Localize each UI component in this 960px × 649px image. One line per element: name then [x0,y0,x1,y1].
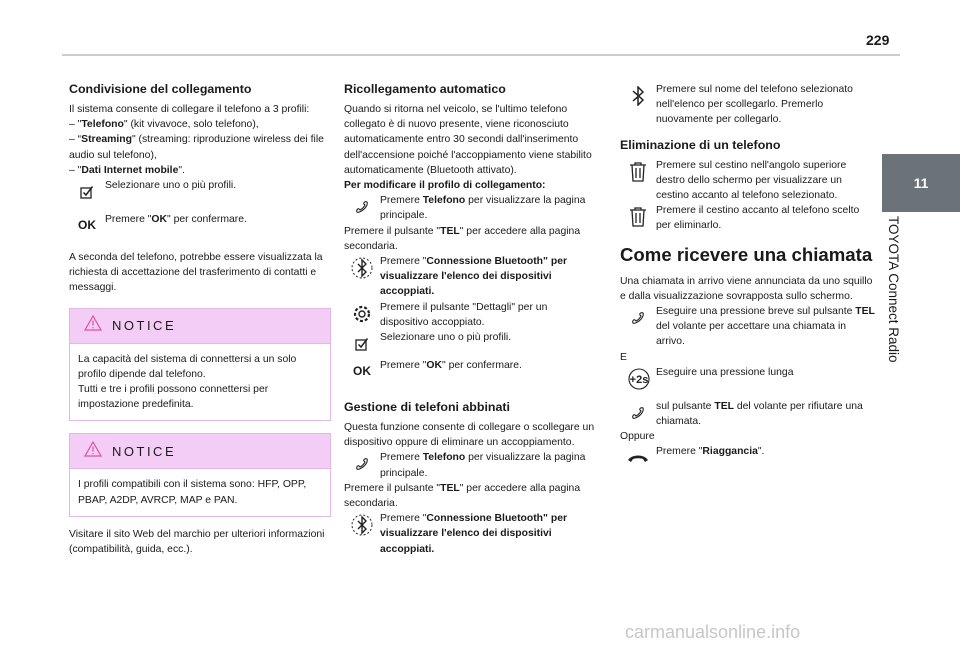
step-reject-call: sul pulsante TEL del volante per rifiutare una chiamata. [620,399,876,429]
reconnect-paragraph: Quando si ritorna nel veicolo, se l'ultimo telefono collegato è di nuovo presente, viene riconosciuto automaticamente entro 30 secondi dall'inserimento dell'accensione poiché l'accoppiamento viene stabilito automaticamente (Bluetooth attivato). [344,104,592,176]
step-bluetooth: Premere "Connessione Bluetooth" per visualizzare l'elenco dei dispositivi accoppiati. [344,254,598,300]
warning-icon [84,315,102,336]
notice-title: NOTICE [112,443,177,459]
step-select-profiles: Selezionare uno o più profili. [69,178,331,206]
step-delete-1: Premere sul cestino nell'angolo superiore destro dello schermo per visualizzare un cestino accanto al telefono selezionato. [620,158,876,204]
step-select-profiles-2: Selezionare uno o più profili. [344,330,598,358]
trash-icon [620,203,656,231]
step-phone: Premere Telefono per visualizzare la pagina principale. [344,193,598,223]
chapter-tab[interactable]: 11 [882,154,960,212]
svg-text:+2s: +2s [629,373,649,386]
chapter-label-container [880,210,906,540]
phone-handset-icon [344,193,380,221]
conjunction-and: E [620,351,627,363]
phone-handset-icon [344,450,380,478]
bluetooth-settings-icon [344,254,380,282]
sharing-intro: Il sistema consente di collegare il telefono a 3 profili: [69,104,310,115]
step-delete-2: Premere il cestino accanto al telefono scelto per eliminarlo. [620,203,876,233]
notice-title: NOTICE [112,318,177,334]
step-phone-2: Premere Telefono per visualizzare la pagina principale. [344,450,598,480]
conjunction-or: Oppure [620,431,655,443]
notice-text: I profili compatibili con il sistema sono: HFP, OPP, PBAP, A2DP, AVRCP, MAP e PAN. [78,479,307,506]
step-accept-call: Eseguire una pressione breve sul pulsante TEL del volante per accettare una chiamata in arrivo. [620,304,876,350]
profile-item-1: – "Telefono" (kit vivavoce, solo telefono), [69,119,259,131]
ok-icon: OK [353,364,371,379]
section-title-receive-call: Come ricevere una chiamata [620,243,873,265]
column-right [620,82,876,472]
trash-icon [620,158,656,186]
phone-handset-icon [620,304,656,332]
profile-item-3: – "Dati Internet mobile". [69,164,185,176]
website-note: Visitare il sito Web del marchio per ulteriori informazioni (compatibilità, guida, ecc.). [69,528,325,556]
checkbox-icon [69,178,105,206]
modify-profile-heading: Per modificare il profilo di collegamento: [344,180,546,192]
chapter-label: TOYOTA Connect Radio [886,216,901,363]
step-tel: Premere il pulsante "TEL" per accedere alla pagina secondaria. [344,225,581,252]
section-title-sharing: Condivisione del collegamento [69,82,252,96]
phone-handset-icon [620,399,656,427]
settings-gear-icon [344,300,380,328]
notice-box-2 [69,433,331,516]
watermark: carmanualsonline.info [625,622,801,642]
checkbox-icon [344,330,380,358]
step-confirm-ok: OK Premere "OK" per confermare. [69,212,331,240]
page-number: 229 [866,32,890,48]
hang-up-icon [620,444,656,472]
step-details: Premere il pulsante "Dettagli" per un dispositivo accoppiato. [344,300,598,330]
section-title-paired: Gestione di telefoni abbinati [344,400,510,415]
ok-icon: OK [78,218,96,233]
section-title-reconnect: Ricollegamento automatico [344,82,506,96]
notice-box-1 [69,308,331,422]
section-title-delete: Eliminazione di un telefono [620,137,781,152]
step-hang-up: Premere "Riaggancia". [620,444,876,472]
bluetooth-settings-icon [344,511,380,539]
incoming-paragraph: Una chiamata in arrivo viene annunciata da uno squillo e dalla visualizzazione sovrapposta sullo schermo. [620,275,873,302]
step-bluetooth-disconnect: Premere sul nome del telefono selezionato nell'elenco per scollegarlo. Premerlo nuovamente per collegarlo. [620,82,876,128]
transfer-note: A seconda del telefono, potrebbe essere visualizzata la richiesta di accettazione del trasferimento di contatti e messaggi. [69,252,323,294]
step-bluetooth-2: Premere "Connessione Bluetooth" per visualizzare l'elenco dei dispositivi accoppiati. [344,511,598,557]
paired-paragraph: Questa funzione consente di collegare o scollegare un dispositivo oppure di eliminare un accoppiamento. [344,422,595,449]
profile-item-2: – “Streaming" (streaming: riproduzione wireless dei file audio sul telefono), [69,134,324,161]
column-middle [344,82,598,557]
header-divider [62,54,900,56]
step-long-press: +2s Eseguire una pressione lunga [620,365,876,393]
notice-text: La capacità del sistema di connettersi a un solo profilo dipende dal telefono. [78,353,297,380]
step-tel-2: Premere il pulsante "TEL" per accedere alla pagina secondaria. [344,482,581,510]
warning-icon [84,441,102,462]
column-left [69,82,331,557]
bluetooth-icon [620,82,656,110]
long-press-icon [620,365,656,393]
notice-text: Tutti e tre i profili possono connettersi per impostazione predefinita. [78,384,269,411]
step-confirm-ok-2: OK Premere "OK" per confermare. [344,358,598,386]
